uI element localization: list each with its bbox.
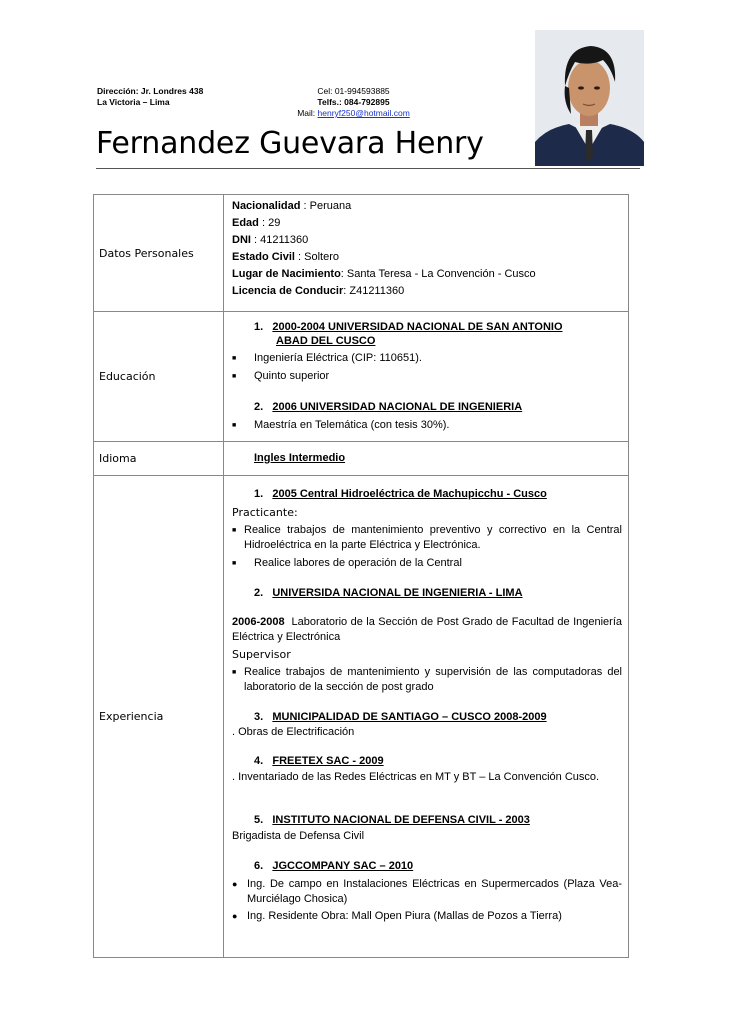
personal-row (94, 195, 628, 312)
item-number: 5. (254, 814, 264, 826)
square-bullet-icon: ■ (232, 422, 237, 429)
address-line-1: Dirección: Jr. Londres 438 (97, 86, 204, 96)
edu-item-2-title (254, 400, 622, 415)
item-number: 1. (254, 321, 264, 333)
education-row (94, 311, 628, 442)
edu-bullet (232, 418, 622, 433)
header-divider (96, 168, 640, 169)
exp-desc: Laboratorio de la Sección de Post Grado de Facultad de Ingeniería Eléctrica y Electrónica (232, 616, 622, 643)
exp-6-title (254, 859, 622, 874)
exp-bullet (232, 556, 622, 571)
field-value: : Santa Teresa - La Convención - Cusco (340, 268, 536, 280)
item-title: MUNICIPALIDAD DE SANTIAGO – CUSCO 2008-2009 (272, 711, 547, 723)
edu-item-1-title (254, 320, 622, 335)
portrait-image (535, 30, 644, 166)
item-title: FREETEX SAC - 2009 (272, 755, 384, 767)
item-title: UNIVERSIDA NACIONAL DE INGENIERIA - LIMA (272, 587, 523, 599)
exp-3-title (254, 710, 622, 725)
bullet-text: Realice trabajos de mantenimiento y supervisión de las computadoras del laboratorio de la sección de post grado (244, 666, 622, 693)
tel-text: Telfs.: 084-792895 (317, 97, 390, 107)
exp-bullet (232, 909, 622, 924)
mail-link[interactable]: henryf250@hotmail.com (317, 108, 410, 118)
bullet-text: Maestría en Telemática (con tesis 30%). (254, 419, 450, 431)
language-row (94, 441, 628, 476)
item-number: 3. (254, 711, 264, 723)
field-value: : Peruana (300, 200, 352, 212)
field-key: Edad (232, 217, 259, 229)
exp-bullet (232, 877, 622, 907)
language-value: Ingles Intermedio (254, 452, 346, 464)
field-key: DNI (232, 234, 251, 246)
field-license (232, 284, 622, 299)
square-bullet-icon: ■ (232, 527, 237, 534)
field-value: : 41211360 (250, 234, 309, 246)
exp-bullet (232, 665, 622, 695)
language-line (254, 451, 622, 466)
item-title: INSTITUTO NACIONAL DE DEFENSA CIVIL - 2003 (272, 814, 530, 826)
field-age (232, 216, 622, 231)
exp-bullet (232, 523, 622, 553)
exp-2-desc (232, 615, 622, 645)
exp-1-title (254, 487, 622, 502)
field-key: Estado Civil (232, 251, 295, 263)
mail-line (286, 108, 421, 119)
field-key: Lugar de Nacimiento (232, 268, 341, 280)
cel-text: Cel: 01-994593885 (317, 86, 390, 96)
item-number: 2. (254, 587, 264, 599)
profile-photo (535, 30, 644, 166)
field-value: : Z41211360 (343, 285, 405, 297)
square-bullet-icon: ■ (232, 355, 237, 362)
item-number: 6. (254, 860, 264, 872)
exp-1-role: Practicante: (232, 506, 298, 519)
edu-bullet (232, 369, 622, 384)
field-birthplace (232, 267, 622, 282)
address-block (97, 86, 203, 108)
field-nationality (232, 199, 622, 214)
exp-3-desc: . Obras de Electrificación (232, 726, 355, 738)
square-bullet-icon: ■ (232, 669, 237, 676)
exp-5-desc: Brigadista de Defensa Civil (232, 830, 365, 842)
field-value: : 29 (258, 217, 281, 229)
bullet-text: Quinto superior (254, 370, 330, 382)
field-key: Nacionalidad (232, 200, 301, 212)
bullet-text: Realice trabajos de mantenimiento preventivo y correctivo en la Central Hidroeléctrica en la parte Eléctrica y Electrónica. (244, 524, 622, 551)
bullet-text: Ing. Residente Obra: Mall Open Piura (Mallas de Pozos a Tierra) (247, 910, 562, 922)
personal-label: Datos Personales (94, 195, 224, 311)
experience-row (94, 475, 628, 957)
address-line-2: La Victoria – Lima (97, 97, 170, 107)
square-bullet-icon: ■ (232, 560, 237, 567)
round-bullet-icon: ● (232, 911, 238, 921)
item-number: 1. (254, 488, 264, 500)
bullet-text: Realice labores de operación de la Central (254, 557, 462, 569)
experience-label: Experiencia (94, 475, 224, 957)
contact-block (286, 86, 421, 119)
field-key: Licencia de Conducir (232, 285, 344, 297)
edu-bullet (232, 351, 622, 366)
cv-table (93, 194, 629, 958)
language-label: Idioma (94, 441, 224, 475)
item-title: JGCCOMPANY SAC – 2010 (272, 860, 414, 872)
exp-2-role: Supervisor (232, 648, 291, 661)
item-title: 2000-2004 UNIVERSIDAD NACIONAL DE SAN ANTONIO (272, 321, 563, 333)
field-dni (232, 233, 622, 248)
field-value: : Soltero (294, 251, 339, 263)
bullet-text: Ingeniería Eléctrica (CIP: 110651). (254, 352, 422, 364)
item-number: 2. (254, 401, 264, 413)
mail-label: Mail: (297, 108, 316, 118)
exp-5-title (254, 813, 622, 828)
exp-4-desc: . Inventariado de las Redes Eléctricas en MT y BT – La Convención Cusco. (232, 771, 600, 783)
edu-item-1-title-cont (276, 334, 622, 349)
education-label: Educación (94, 311, 224, 441)
field-civil-status (232, 250, 622, 265)
item-title: 2006 UNIVERSIDAD NACIONAL DE INGENIERIA (272, 401, 523, 413)
square-bullet-icon: ■ (232, 373, 237, 380)
item-title: 2005 Central Hidroeléctrica de Machupicchu - Cusco (272, 488, 547, 500)
item-number: 4. (254, 755, 264, 767)
candidate-name: Fernandez Guevara Henry (96, 126, 484, 161)
exp-4-title (254, 754, 622, 769)
bullet-text: Ing. De campo en Instalaciones Eléctricas en Supermercados (Plaza Vea-Murciélago Chosica) (247, 878, 622, 905)
round-bullet-icon: ● (232, 879, 238, 889)
exp-2-title (254, 586, 622, 601)
exp-year: 2006-2008 (232, 616, 285, 628)
item-title: ABAD DEL CUSCO (276, 335, 376, 347)
